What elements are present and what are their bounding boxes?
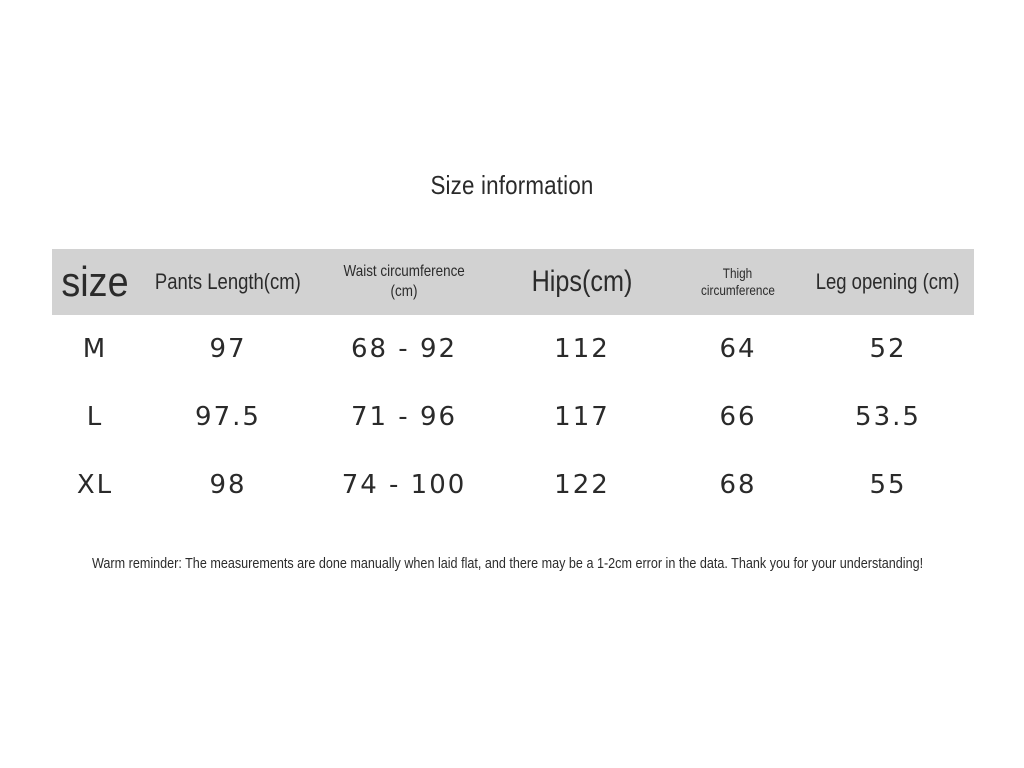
header-waist — [318, 262, 490, 302]
cell-size: L — [86, 402, 104, 432]
cell-leg-opening: 52 — [869, 334, 907, 364]
header-thigh-line2: circumference — [701, 282, 775, 298]
cell-waist: 71 - 96 — [350, 402, 458, 432]
cell-pants-length: 97 — [209, 334, 247, 364]
cell-hips: 112 — [554, 334, 610, 364]
cell-pants-length: 98 — [209, 470, 247, 500]
page-title: Size information — [430, 170, 594, 200]
table-row — [52, 315, 974, 383]
cell-thigh: 64 — [719, 334, 757, 364]
table-row — [52, 451, 974, 519]
cell-hips: 122 — [554, 470, 610, 500]
table-header — [52, 249, 974, 315]
cell-thigh: 66 — [719, 402, 757, 432]
header-leg-opening-label: Leg opening (cm) — [816, 269, 960, 295]
cell-pants-length: 97.5 — [195, 402, 261, 432]
warm-reminder-note: Warm reminder: The measurements are done manually when laid flat, and there may be a 1-2cm error in the data. Thank you for your understanding! — [92, 555, 924, 572]
header-size-label: size — [61, 257, 129, 305]
cell-waist: 74 - 100 — [341, 470, 467, 500]
cell-size: XL — [76, 470, 114, 500]
cell-waist: 68 - 92 — [350, 334, 458, 364]
table-row — [52, 383, 974, 451]
cell-leg-opening: 55 — [869, 470, 907, 500]
cell-size: M — [82, 334, 108, 364]
header-waist-line2: (cm) — [390, 283, 418, 300]
header-hips-label: Hips(cm) — [531, 265, 633, 299]
header-waist-line1: Waist circumference — [343, 263, 465, 280]
header-pants-length-label: Pants Length(cm) — [155, 269, 301, 295]
header-size — [56, 256, 133, 309]
header-leg-opening — [802, 268, 974, 296]
header-thigh-line1: Thigh — [723, 264, 753, 281]
header-thigh — [674, 265, 802, 300]
cell-hips: 117 — [554, 402, 610, 432]
size-table — [52, 249, 974, 519]
header-hips — [490, 263, 674, 301]
header-pants-length — [138, 268, 318, 296]
cell-thigh: 68 — [719, 470, 757, 500]
cell-leg-opening: 53.5 — [855, 402, 921, 432]
